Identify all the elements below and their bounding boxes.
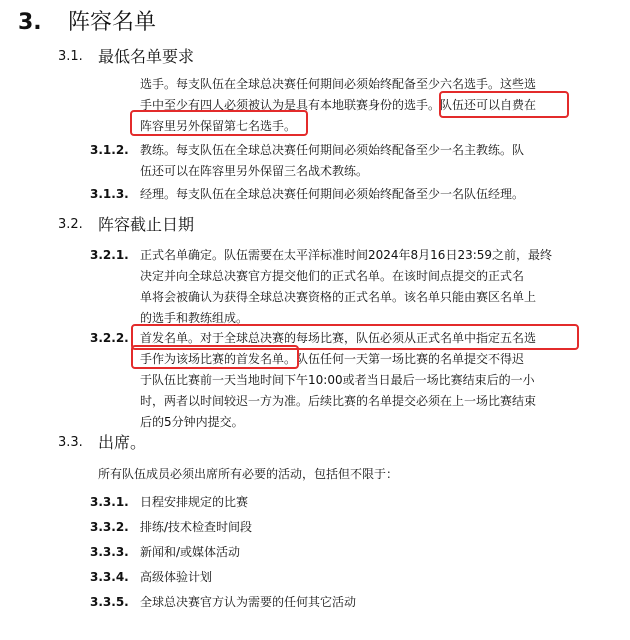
item-3-2-2-number: 3.2.2. (90, 331, 129, 345)
item-3-3-5-number: 3.3.5. (90, 595, 129, 609)
item-3-1-3-number: 3.1.3. (90, 187, 129, 201)
paragraph-line: 教练。每支队伍在全球总决赛任何期间必须始终配备至少一名主教练。队 (140, 143, 525, 157)
item-3-2-2-text (140, 328, 570, 433)
item-3-2-1-number: 3.2.1. (90, 248, 129, 262)
paragraph-line: 伍还可以在阵容里另外保留三名战术教练。 (140, 164, 369, 178)
paragraph-line: 经理。每支队伍在全球总决赛任何期间必须始终配备至少一名队伍经理。 (140, 187, 525, 201)
paragraph-line: 手作为该场比赛的首发名单。队伍任何一天第一场比赛的名单提交不得迟 (140, 352, 525, 366)
paragraph-line: 决定并向全球总决赛官方提交他们的正式名单。在该时间点提交的正式名 (140, 269, 525, 283)
subsection-3-3-number: 3.3. (58, 435, 83, 450)
subsection-3-2-number: 3.2. (58, 217, 83, 232)
paragraph-line: 阵容里另外保留第七名选手。 (140, 119, 297, 133)
item-3-3-3-text: 新闻和/或媒体活动 (140, 545, 241, 559)
item-3-1-3-text (140, 184, 570, 205)
item-3-2-1-text (140, 245, 570, 329)
item-3-3-3-number: 3.3.3. (90, 545, 129, 559)
subsection-3-1-title: 最低名单要求 (98, 47, 195, 66)
item-3-3-4-text: 高级体验计划 (140, 570, 213, 584)
subsection-3-1-number: 3.1. (58, 49, 83, 64)
item-3-1-2-number: 3.1.2. (90, 143, 129, 157)
item-3-3-4-number: 3.3.4. (90, 570, 129, 584)
paragraph-line: 时，两者以时间较迟一方为准。后续比赛的名单提交必须在上一场比赛结束 (140, 394, 537, 408)
subsection-3-3-title: 出席。 (98, 433, 147, 452)
paragraph-3-1-1 (140, 74, 570, 137)
paragraph-line: 后的5分钟内提交。 (140, 415, 244, 429)
paragraph-line: 正式名单确定。队伍需要在太平洋标准时间2024年8月16日23:59之前，最终 (140, 248, 553, 262)
item-3-3-2-number: 3.3.2. (90, 520, 129, 534)
paragraph-line: 单将会被确认为获得全球总决赛资格的正式名单。该名单只能由赛区名单上 (140, 290, 537, 304)
section-title: 阵容名单 (68, 10, 157, 35)
section-number: 3. (18, 10, 42, 35)
attendance-intro: 所有队伍成员必须出席所有必要的活动，包括但不限于： (98, 467, 399, 481)
paragraph-line: 选手。每支队伍在全球总决赛任何期间必须始终配备至少六名选手。这些选 (140, 77, 537, 91)
paragraph-line: 首发名单。对于全球总决赛的每场比赛，队伍必须从正式名单中指定五名选 (140, 331, 537, 345)
paragraph-line: 于队伍比赛前一天当地时间下午10:00或者当日最后一场比赛结束后的一小 (140, 373, 535, 387)
paragraph-line: 手中至少有四人必须被认为是具有本地联赛身份的选手。队伍还可以自费在 (140, 98, 537, 112)
paragraph-line: 的选手和教练组成。 (140, 311, 249, 325)
item-3-3-5-text: 全球总决赛官方认为需要的任何其它活动 (140, 595, 357, 609)
item-3-3-1-text: 日程安排规定的比赛 (140, 495, 249, 509)
item-3-1-2-text (140, 140, 570, 182)
item-3-3-2-text: 排练/技术检查时间段 (140, 520, 253, 534)
subsection-3-2-title: 阵容截止日期 (98, 215, 195, 234)
item-3-3-1-number: 3.3.1. (90, 495, 129, 509)
